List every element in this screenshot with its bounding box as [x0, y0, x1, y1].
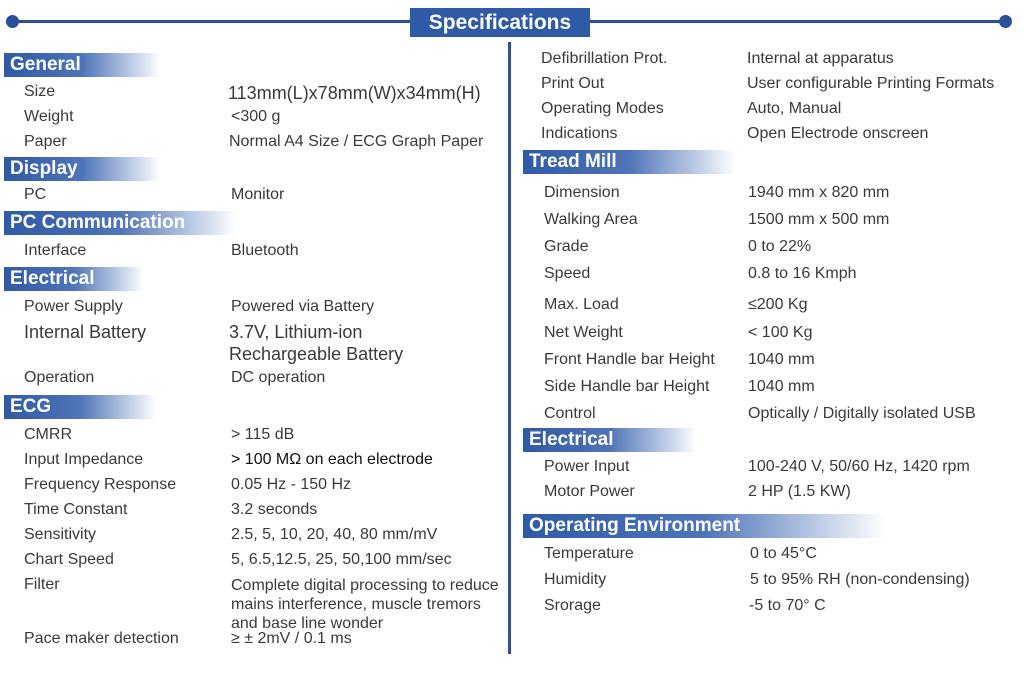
spec-value: Complete digital processing to reduce mains interference, muscle tremors and base line wonder	[231, 577, 499, 632]
page-title: Specifications	[410, 8, 590, 37]
spec-label: Chart Speed	[24, 551, 114, 568]
spec-label: CMRR	[24, 426, 72, 443]
spec-value: Auto, Manual	[747, 100, 842, 117]
spec-label: Motor Power	[544, 483, 635, 500]
header-rule-left-dot	[6, 15, 19, 28]
spec-value: 3.2 seconds	[231, 501, 318, 518]
section-treadmill-title: Tread Mill	[523, 150, 735, 174]
section-general-title: General	[4, 53, 160, 77]
spec-label: Sensitivity	[24, 526, 97, 543]
spec-label: Max. Load	[544, 296, 619, 313]
spec-value: 2 HP (1.5 KW)	[748, 483, 851, 500]
spec-value: Open Electrode onscreen	[747, 125, 929, 142]
spec-value: 5 to 95% RH (non-condensing)	[750, 571, 970, 588]
spec-value: 1940 mm x 820 mm	[748, 184, 890, 201]
spec-label: Grade	[544, 238, 589, 255]
spec-value: Monitor	[231, 186, 285, 203]
spec-value: Powered via Battery	[231, 298, 375, 315]
spec-label: Dimension	[544, 184, 620, 201]
spec-label: Interface	[24, 242, 87, 259]
spec-label: Filter	[24, 576, 60, 593]
header-rule-right-dot	[999, 15, 1012, 28]
spec-label: Frequency Response	[24, 476, 177, 493]
spec-value: > 100 MΩ on each electrode	[231, 451, 433, 468]
spec-label: Paper	[24, 133, 67, 150]
spec-value: 100-240 V, 50/60 Hz, 1420 rpm	[748, 458, 970, 475]
section-operating-environment-title: Operating Environment	[523, 514, 885, 538]
spec-value: ≥ ± 2mV / 0.1 ms	[231, 630, 352, 647]
spec-label: Pace maker detection	[24, 630, 179, 647]
spec-label: Walking Area	[544, 211, 638, 228]
spec-label: Net Weight	[544, 324, 623, 341]
spec-label: Print Out	[541, 75, 605, 92]
spec-label: Indications	[541, 125, 618, 142]
spec-label: Operating Modes	[541, 100, 664, 117]
spec-label: Srorage	[544, 597, 601, 614]
spec-label: Input Impedance	[24, 451, 144, 468]
section-right-electrical-title: Electrical	[523, 428, 697, 452]
spec-label: Control	[544, 405, 596, 422]
spec-value: 5, 6.5,12.5, 25, 50,100 mm/sec	[231, 551, 452, 568]
spec-value: <300 g	[231, 108, 281, 125]
spec-value: Bluetooth	[231, 242, 299, 259]
section-ecg-title: ECG	[4, 395, 156, 419]
spec-value: 1040 mm	[748, 378, 815, 395]
spec-value: DC operation	[231, 369, 326, 386]
section-electrical-title: Electrical	[4, 267, 144, 291]
spec-value: 2.5, 5, 10, 20, 40, 80 mm/mV	[231, 526, 438, 543]
spec-label: Humidity	[544, 571, 607, 588]
spec-label: Power Supply	[24, 298, 123, 315]
spec-value: Internal at apparatus	[747, 50, 894, 67]
spec-label: Power Input	[544, 458, 630, 475]
spec-value: 1040 mm	[748, 351, 815, 368]
spec-value: 1500 mm x 500 mm	[748, 211, 890, 228]
spec-label: Front Handle bar Height	[544, 351, 715, 368]
spec-value: User configurable Printing Formats	[747, 75, 995, 92]
spec-value: 113mm(L)x78mm(W)x34mm(H)	[228, 83, 481, 103]
spec-value: ≤200 Kg	[748, 296, 808, 313]
spec-value: -5 to 70° C	[749, 597, 826, 614]
spec-label: PC	[24, 186, 47, 203]
spec-label: Defibrillation Prot.	[541, 50, 668, 67]
section-display-title: Display	[4, 157, 160, 181]
spec-label: Side Handle bar Height	[544, 378, 710, 395]
spec-value: 0.8 to 16 Kmph	[748, 265, 857, 282]
spec-value: < 100 Kg	[748, 324, 813, 341]
spec-value: > 115 dB	[231, 426, 295, 443]
spec-value: 0 to 22%	[748, 238, 812, 255]
spec-label: Size	[24, 83, 56, 100]
spec-value: 0 to 45°C	[750, 545, 817, 562]
spec-value: Normal A4 Size / ECG Graph Paper	[229, 133, 484, 150]
spec-value: 0.05 Hz - 150 Hz	[231, 476, 352, 493]
spec-label: Weight	[24, 108, 74, 125]
spec-label: Temperature	[544, 545, 634, 562]
spec-label: Speed	[544, 265, 591, 282]
column-divider	[508, 42, 511, 654]
spec-label: Operation	[24, 369, 95, 386]
spec-label: Internal Battery	[24, 322, 147, 342]
section-pc-communication-title: PC Communication	[4, 211, 236, 235]
spec-label: Time Constant	[24, 501, 128, 518]
spec-value: 3.7V, Lithium-ion Rechargeable Battery	[229, 322, 404, 364]
spec-value: Optically / Digitally isolated USB	[748, 405, 976, 422]
